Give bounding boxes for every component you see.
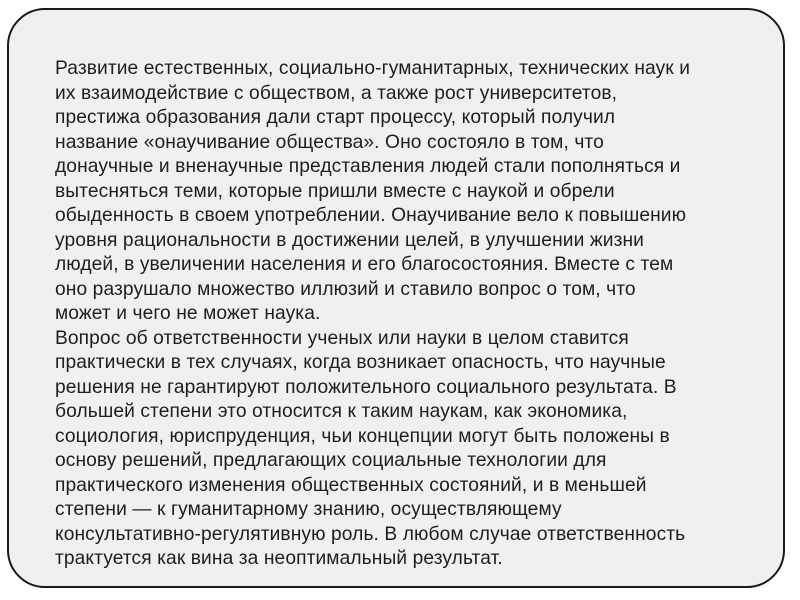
text-line: обыденность в своем употреблении. Онаучивание вело к повышению bbox=[55, 205, 687, 226]
text-line: решения не гарантируют положительного социального результата. В bbox=[55, 376, 677, 398]
text-line: трактуется как вина за неоптимальный результат. bbox=[55, 548, 503, 569]
text-line: Развитие естественных, социально-гуманитарных, технических наук и bbox=[55, 58, 691, 79]
text-line: престижа образования дали старт процессу, который получил bbox=[55, 107, 616, 128]
body-text bbox=[55, 57, 735, 572]
text-line: Вопрос об ответственности ученых или науки в целом ставится bbox=[55, 327, 629, 349]
text-line: уровня рациональности в достижении целей, в улучшении жизни bbox=[55, 229, 644, 251]
paragraph-2 bbox=[55, 327, 735, 572]
text-line: оно разрушало множество иллюзий и ставило вопрос о том, что bbox=[55, 278, 636, 300]
text-line: название «онаучивание общества». Оно состояло в том, что bbox=[55, 131, 604, 153]
text-line: людей, в увеличении населения и его благосостояния. Вместе с тем bbox=[55, 254, 674, 275]
text-line: их взаимодействие с обществом, а также рост университетов, bbox=[55, 82, 618, 104]
text-line: большей степени это относится к таким наукам, как экономика, bbox=[55, 401, 628, 422]
text-line: основу решений, предлагающих социальные технологии для bbox=[55, 450, 607, 471]
text-line: консультативно-регулятивную роль. В любом случае ответственность bbox=[55, 523, 686, 545]
text-line: степени — к гуманитарному знанию, осуществляющему bbox=[55, 499, 562, 520]
text-line: вытесняться теми, которые пришли вместе с наукой и обрели bbox=[55, 180, 615, 202]
paragraph-1 bbox=[55, 57, 735, 327]
text-line: практически в тех случаях, когда возникает опасность, что научные bbox=[55, 352, 666, 373]
text-line: социология, юриспруденция, чьи концепции могут быть положены в bbox=[55, 425, 670, 447]
text-line: практического изменения общественных состояний, и в меньшей bbox=[55, 474, 647, 496]
text-line: донаучные и вненаучные представления людей стали пополняться и bbox=[55, 156, 681, 177]
text-line: может и чего не может наука. bbox=[55, 303, 321, 324]
